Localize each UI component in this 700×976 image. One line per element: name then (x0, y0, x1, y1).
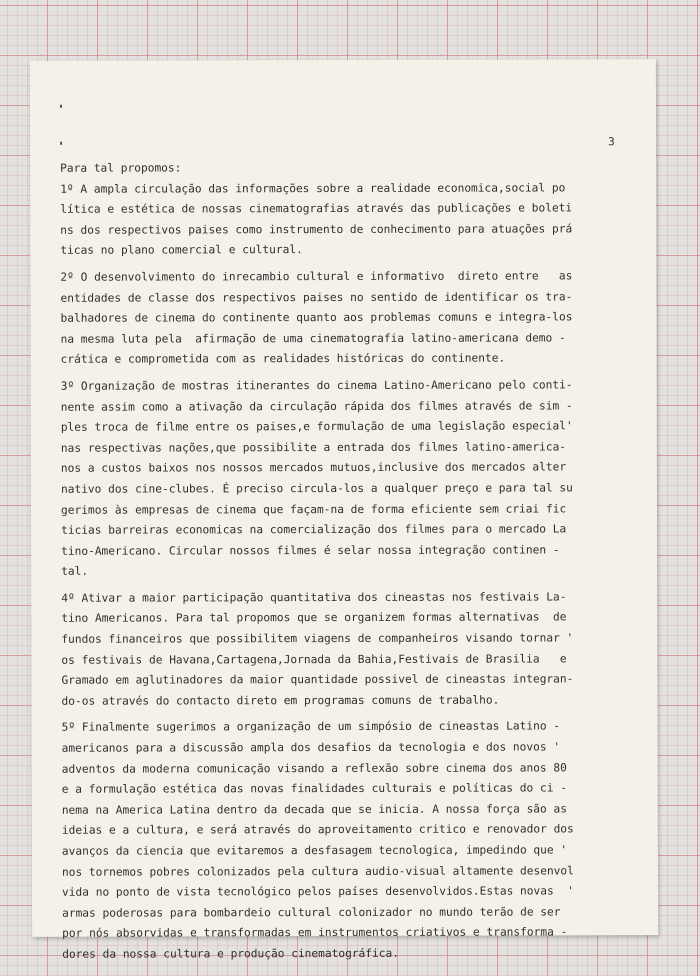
text-line: nente assim como a ativação da circulação rápida dos filmes através de sim - (60, 398, 573, 414)
text-line: tino-Americano. Circular nossos filmes é selar nossa integração continen - (61, 543, 560, 558)
text-line: ideias e a cultura, e será através do aproveitamento critico e renovador dos (61, 822, 574, 838)
text-line: nos tornemos pobres colonizados pela cultura audio-visual altamente desenvol (61, 863, 574, 879)
text-line: lítica e estética de nossas cinematografias através das publicações e boleti (60, 201, 573, 216)
text-line: americanos para a discussão ampla dos desafios da tecnologia e dos novos ' (61, 740, 561, 755)
text-line: ples troca de filme entre os paises,e formulação de uma legislação especial' (60, 419, 573, 434)
text-line: 2º O desenvolvimento do inrecambio cultural e informativo direto entre as (60, 269, 573, 284)
text-line: vida no ponto de vista tecnológico pelos países desenvolvidos.Estas novas ' (62, 884, 574, 899)
text-line: ticas no plano comercial e cultural. (60, 243, 303, 258)
text-line: fundos financeiros que possibilitem viagens de companheiros visando tornar ' (61, 631, 574, 646)
ink-mark (60, 142, 62, 145)
text-line: do-os através do contacto direto em programas comuns de trabalho. (61, 693, 500, 708)
page-number: 3 (608, 135, 615, 149)
text-line: crática e comprometida com as realidades históricas do continente. (60, 351, 506, 367)
intro-line: Para tal propomos: (60, 161, 182, 175)
text-line: e a formulação estética das novas finalidades culturais e políticas do ci - (61, 781, 567, 796)
text-line: nas respectivas nações,que possibilite a entrada dos filmes latino-america- (60, 440, 567, 455)
text-line: os festivais de Havana,Cartagena,Jornada da Bahia,Festivais de Brasilia e (61, 652, 567, 667)
paragraph-1 (60, 178, 640, 262)
text-line: ticias barreiras economicas na comercialização dos filmes para o mercado La (61, 522, 567, 537)
text-line: gerimos às empresas de cinema que façam-na de forma eficiente sem criai fic (61, 501, 567, 517)
text-line: nos a custos baixos nos nossos mercados mutuos,inclusive dos mercados alter (60, 460, 567, 476)
text-line: tal. (61, 564, 89, 579)
text-line: por nós absorvidas e transformadas em instrumentos criativos e transforma - (62, 925, 568, 941)
text-line: 5º Finalmente sugerimos a organização de um simpósio de cineastas Latino - (61, 719, 561, 735)
document-body (60, 157, 642, 965)
text-line: adventos da moderna comunicação visando a reflexão sobre cinema dos anos 80 (61, 761, 567, 776)
text-line: armas poderosas para bombardeio cultural colonizador no mundo terão de ser (62, 905, 561, 920)
paragraph-3 (61, 375, 642, 582)
text-line: 1º A ampla circulação das informações sobre a realidade economica,social po (60, 181, 566, 196)
text-line: balhadores de cinema do continente quanto aos problemas comuns e integra-los (60, 310, 573, 325)
ink-mark (60, 105, 62, 108)
text-line: dores da nossa cultura e produção cinematográfica. (62, 946, 399, 961)
text-line: ns dos respectivos paises como instrumento de conhecimento para atuações prá (60, 222, 573, 237)
text-line: entidades de classe dos respectivos paises no sentido de identificar os tra- (60, 289, 573, 305)
text-line: avanços da ciencia que evitaremos a desfasagem tecnologica, impedindo que ' (61, 843, 568, 858)
text-line: nema na America Latina dentro da decada que se inicia. A nossa força são as (61, 802, 568, 817)
text-line: 4º Ativar a maior participação quantitativa dos cineastas nos festivais La- (61, 590, 567, 605)
paragraphs (60, 178, 642, 965)
paragraph-4 (61, 587, 641, 712)
text-line: 3º Organização de mostras itinerantes do cinema Latino-Americano pelo conti- (60, 378, 573, 393)
text-line: tino Americanos. Para tal propomos que se organizem formas alternativas de (61, 610, 567, 626)
paragraph-5 (62, 717, 643, 966)
text-line: nativo dos cine-clubes. É preciso circula-los a qualquer preço e para tal su (60, 481, 573, 496)
text-line: na mesma luta pela afirmação de uma cinematografia latino-americana demo - (60, 331, 566, 346)
text-line: Gramado em aglutinadores da maior quantidade possivel de cineastas integran- (61, 672, 574, 687)
paragraph-2 (60, 266, 640, 370)
typed-document-page (30, 59, 658, 961)
